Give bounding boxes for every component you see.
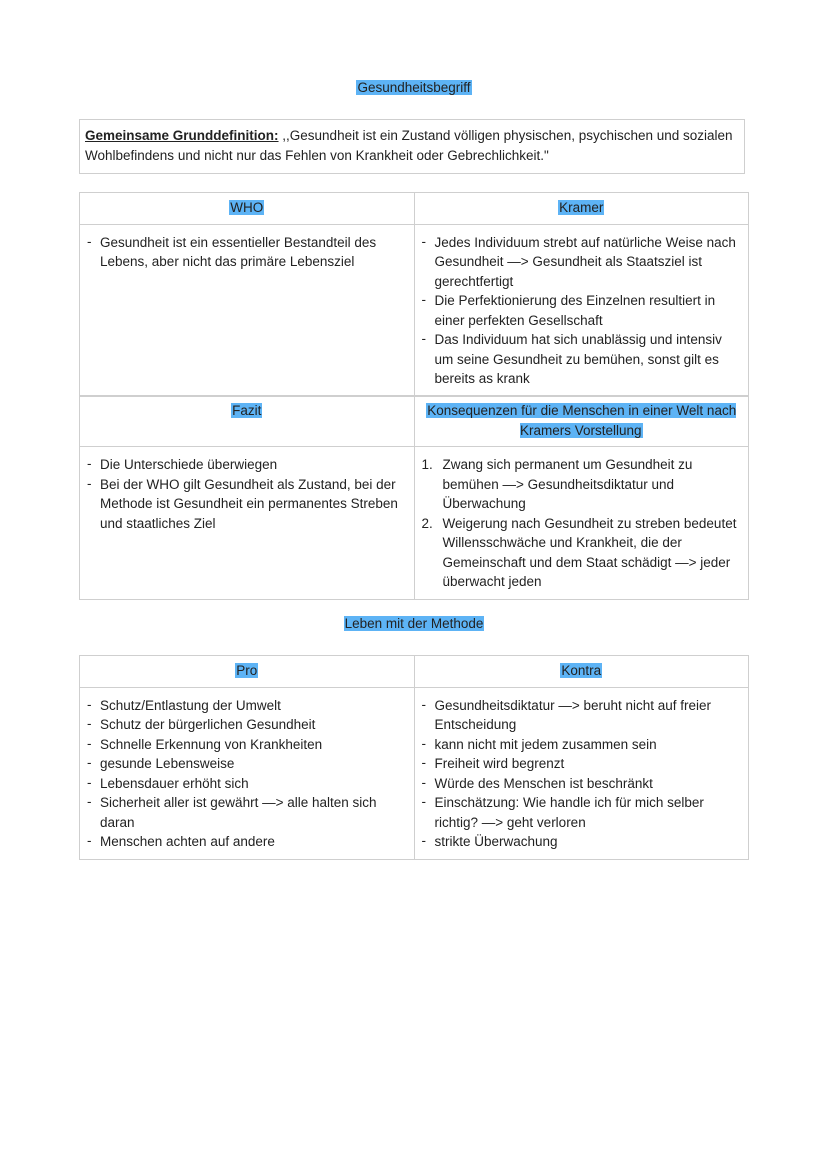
list-item: - Schutz/Entlastung der Umwelt [84,696,408,716]
definition-label: Gemeinsame Grunddefinition: [85,128,279,143]
who-kramer-table [79,192,749,397]
list-item: - Gesundheit ist ein essentieller Bestandteil des Lebens, aber nicht das primäre Lebensziel [84,233,408,272]
list-item: - kann nicht mit jedem zusammen sein [419,735,743,755]
kramer-list [419,233,743,389]
list-item: - Lebensdauer erhöht sich [84,774,408,794]
fazit-table [79,395,749,600]
list-item: - Schnelle Erkennung von Krankheiten [84,735,408,755]
list-number: 1. [421,457,433,472]
fazit-cell [80,447,415,600]
list-item: - Die Perfektionierung des Einzelnen resultiert in einer perfekten Gesellschaft [419,291,743,330]
list-item: - Einschätzung: Wie handle ich für mich selber richtig? —> geht verloren [419,793,743,832]
who-list [84,233,408,272]
section-title-text: Leben mit der Methode [344,616,484,631]
konsequenzen-cell [414,447,749,600]
list-item: - Sicherheit aller ist gewährt —> alle halten sich daran [84,793,408,832]
list-item: - Gesundheitsdiktatur —> beruht nicht auf freier Entscheidung [419,696,743,735]
kontra-header: Kontra [561,663,602,678]
definition-box [79,119,745,174]
title-text: Gesundheitsbegriff [357,80,471,95]
kramer-header-cell [414,193,749,225]
fazit-header-cell [80,396,415,447]
kontra-cell [414,687,749,859]
fazit-header: Fazit [232,403,262,418]
kramer-cell [414,224,749,396]
list-item: - Schutz der bürgerlichen Gesundheit [84,715,408,735]
list-item: - strikte Überwachung [419,832,743,852]
list-text: Zwang sich permanent um Gesundheit zu bemühen —> Gesundheitsdiktatur und Überwachung [442,457,693,511]
konsequenzen-header-cell [414,396,749,447]
kontra-header-cell [414,656,749,688]
section-title [0,615,828,633]
list-item: - Menschen achten auf andere [84,832,408,852]
kontra-list [419,696,743,852]
kramer-header: Kramer [559,200,604,215]
list-text: Weigerung nach Gesundheit zu streben bedeutet Willensschwäche und Krankheit, die der Gemeinschaft und dem Staat schädigt —> jeder überwacht jeden [442,515,737,589]
list-item: - Würde des Menschen ist beschränkt [419,774,743,794]
list-item: - Das Individuum hat sich unablässig und intensiv um seine Gesundheit zu bemühen, sonst gilt es bereits as krank [419,330,743,389]
list-item: - Freiheit wird begrenzt [419,754,743,774]
list-item: - Die Unterschiede überwiegen [84,455,408,475]
list-item [419,455,743,514]
list-item [419,514,743,592]
pro-list [84,696,408,852]
fazit-list [84,455,408,533]
pro-cell [80,687,415,859]
pro-header-cell [80,656,415,688]
list-number: 2. [421,515,433,531]
list-item: - gesunde Lebensweise [84,754,408,774]
page-title [0,79,828,97]
who-header-cell [80,193,415,225]
konsequenzen-header: Konsequenzen für die Menschen in einer Welt nach Kramers Vorstellung [427,403,737,438]
who-header: WHO [230,200,264,215]
list-item: - Jedes Individuum strebt auf natürliche Weise nach Gesundheit —> Gesundheit als Staatsziel ist gerechtfertigt [419,233,743,292]
definition-text: ,,Gesundheit ist ein Zustand völligen physischen, psychischen und sozialen Wohlbefindens und nicht nur das Fehlen von Krankheit oder Gebrechlichkeit." [85,128,733,163]
pro-kontra-table [79,655,749,860]
konsequenzen-list [419,455,743,592]
pro-header: Pro [236,663,258,678]
list-item: - Bei der WHO gilt Gesundheit als Zustand, bei der Methode ist Gesundheit ein permanentes Streben und staatliches Ziel [84,475,408,534]
who-cell [80,224,415,396]
